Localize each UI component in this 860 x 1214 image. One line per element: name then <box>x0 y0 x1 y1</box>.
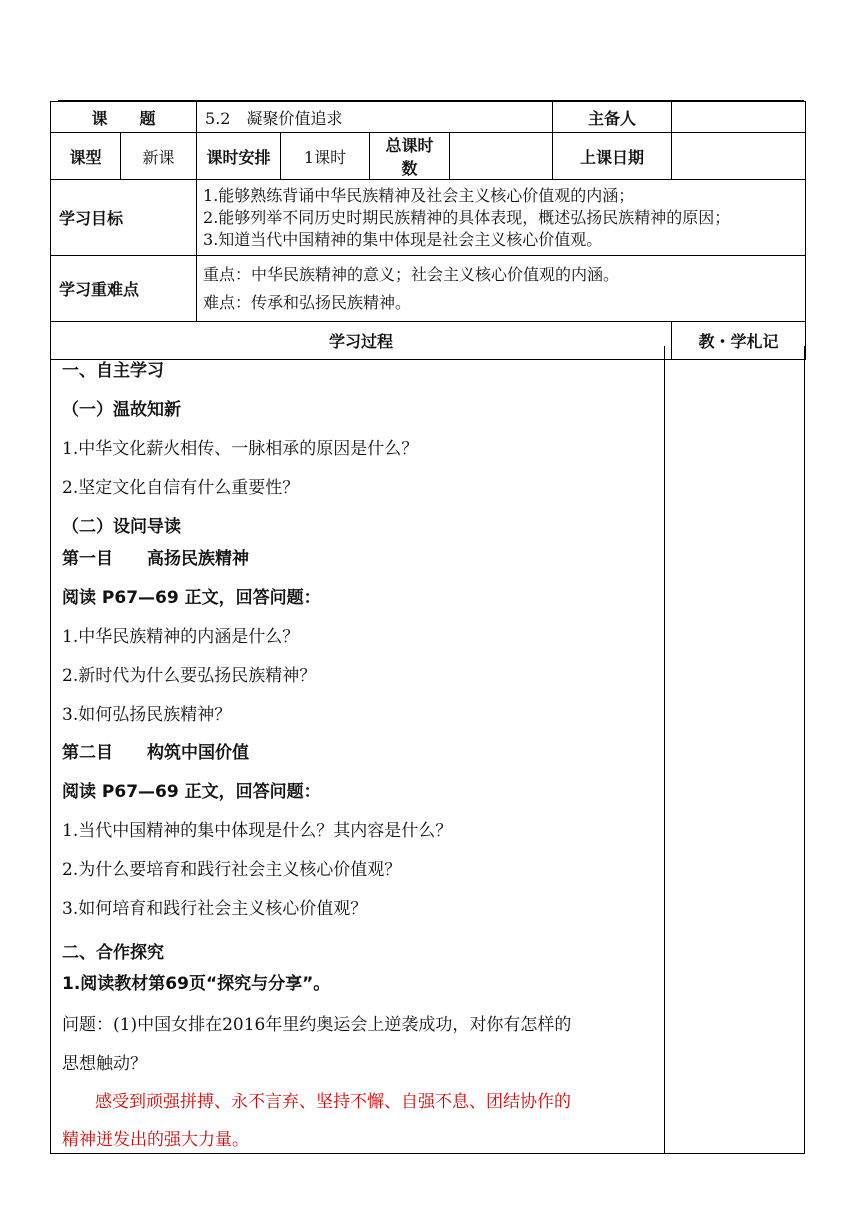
unit-heading: 第一目 高扬民族精神 <box>62 549 249 569</box>
subsection-heading: （一）温故知新 <box>62 400 181 420</box>
notes-label: 教・学札记 <box>672 322 806 360</box>
reading-instruction: 阅读 P67—69 正文，回答问题： <box>62 588 321 608</box>
answer-text-continued: 精神迸发出的强大力量。 <box>62 1130 249 1150</box>
keypoints-label: 学习重难点 <box>51 256 197 322</box>
goals-label: 学习目标 <box>51 180 197 256</box>
hours-value: 1课时 <box>281 133 370 180</box>
activity-heading: 1.阅读教材第69页“探究与分享”。 <box>62 974 331 994</box>
date-value <box>672 133 806 180</box>
question-text-continued: 思想触动？ <box>62 1054 147 1074</box>
answer-text: 感受到顽强拼搏、永不言弃、坚持不懈、自强不息、团结协作的 <box>95 1092 571 1112</box>
goal-item: 1.能够熟练背诵中华民族精神及社会主义核心价值观的内涵； <box>203 185 635 205</box>
total-hours-label: 总课时数 <box>370 133 450 180</box>
question-item: 1.当代中国精神的集中体现是什么？其内容是什么？ <box>62 821 453 841</box>
topic-value: 5.2 凝聚价值追求 <box>197 102 553 133</box>
question-item: 3.如何弘扬民族精神？ <box>62 705 232 725</box>
preparer-label: 主备人 <box>553 102 672 133</box>
keypoint-item: 重点：中华民族精神的意义；社会主义核心价值观的内涵。 <box>203 264 620 284</box>
goal-item: 3.知道当代中国精神的集中体现是社会主义核心价值观。 <box>203 229 603 249</box>
type-label: 课型 <box>51 133 121 180</box>
topic-label: 课 题 <box>51 102 197 133</box>
goals-list <box>197 180 806 256</box>
unit-heading: 第二目 构筑中国价值 <box>62 743 249 763</box>
question-text: 问题：(1)中国女排在2016年里约奥运会上逆袭成功，对你有怎样的 <box>62 1015 572 1035</box>
keypoints-list <box>197 256 806 322</box>
question-item: 1.中华民族精神的内涵是什么？ <box>62 627 300 647</box>
goal-item: 2.能够列举不同历史时期民族精神的具体表现，概述弘扬民族精神的原因； <box>203 207 731 227</box>
lesson-header-table <box>50 101 806 360</box>
question-item: 2.新时代为什么要弘扬民族精神？ <box>62 666 317 686</box>
question-item: 2.为什么要培育和践行社会主义核心价值观？ <box>62 860 402 880</box>
section-heading: 二、合作探究 <box>62 943 164 963</box>
process-label-text: 学习过程 <box>329 332 394 351</box>
notes-column <box>663 346 805 1154</box>
type-value: 新课 <box>121 133 197 180</box>
hours-label: 课时安排 <box>197 133 281 180</box>
keypoint-item: 难点：传承和弘扬民族精神。 <box>203 292 412 312</box>
question-item: 2.坚定文化自信有什么重要性？ <box>62 478 300 498</box>
section-heading: 一、自主学习 <box>62 361 164 381</box>
question-item: 1.中华文化薪火相传、一脉相承的原因是什么？ <box>62 439 419 459</box>
subsection-heading: （二）设问导读 <box>62 517 181 537</box>
reading-instruction: 阅读 P67—69 正文，回答问题： <box>62 782 321 802</box>
date-label: 上课日期 <box>553 133 672 180</box>
total-hours-value <box>450 133 553 180</box>
question-item: 3.如何培育和践行社会主义核心价值观？ <box>62 899 368 919</box>
study-process-body <box>50 346 665 1154</box>
preparer-value <box>672 102 806 133</box>
